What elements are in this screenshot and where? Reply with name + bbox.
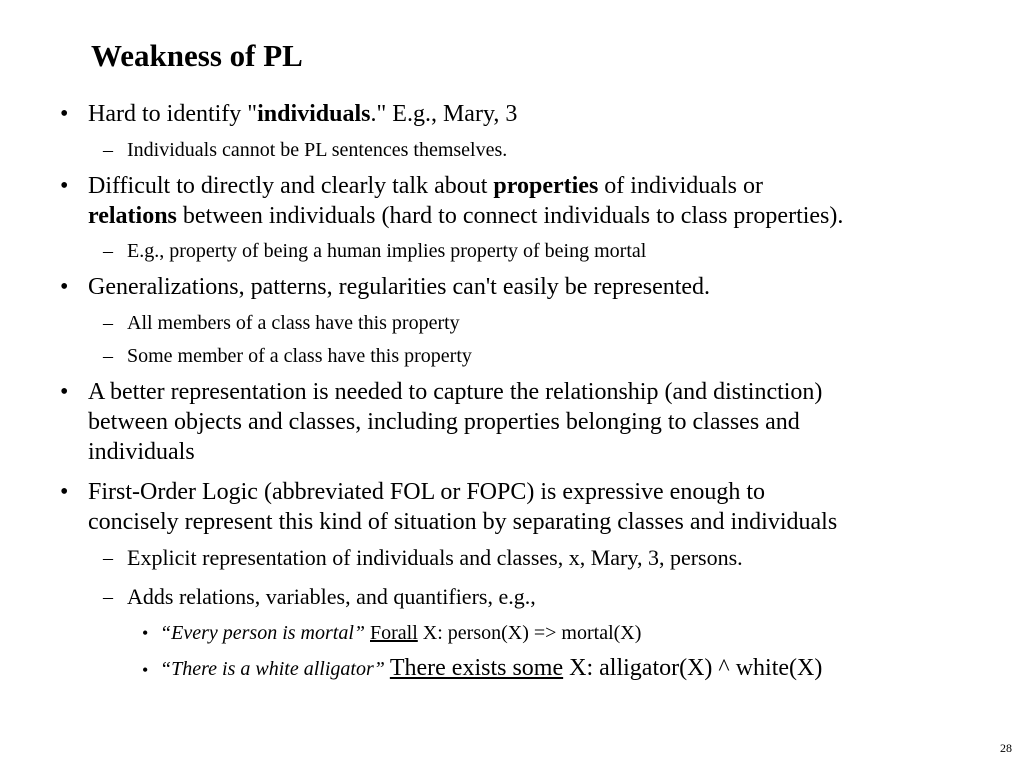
bold-term: properties bbox=[493, 173, 599, 199]
sub-bullet-marker: – bbox=[103, 345, 113, 367]
bullet-properties-line1 bbox=[88, 171, 763, 201]
sub-bullet-human-mortal: E.g., property of being a human implies property of being mortal bbox=[127, 240, 647, 262]
bullet-marker: • bbox=[60, 101, 69, 127]
sub-bullet-individuals-not-sentences: Individuals cannot be PL sentences themselves. bbox=[127, 139, 508, 161]
bold-term: relations bbox=[88, 203, 177, 229]
bullet-better-representation-line2: between objects and classes, including properties belonging to classes and bbox=[88, 409, 800, 435]
bullet-better-representation-line1: A better representation is needed to capture the relationship (and distinction) bbox=[88, 379, 823, 405]
sub-bullet-marker: – bbox=[103, 139, 113, 161]
example-quote: “There is a white alligator” bbox=[160, 658, 385, 680]
bullet-text: ." E.g., Mary, 3 bbox=[370, 101, 518, 127]
sub-bullet-marker: – bbox=[103, 547, 113, 569]
formula: X: alligator(X) ^ white(X) bbox=[563, 655, 823, 681]
sub-sub-bullet-marker: • bbox=[142, 623, 149, 643]
example-exists bbox=[160, 655, 822, 682]
sub-bullet-explicit-representation: Explicit representation of individuals and classes, x, Mary, 3, persons. bbox=[127, 545, 743, 570]
bullet-generalizations: Generalizations, patterns, regularities can't easily be represented. bbox=[88, 274, 711, 300]
page-number: 28 bbox=[1000, 741, 1012, 755]
sub-bullet-marker: – bbox=[103, 240, 113, 262]
example-quote: “Every person is mortal” bbox=[160, 622, 365, 644]
bullet-text: of individuals or bbox=[598, 173, 763, 199]
bullet-marker: • bbox=[60, 173, 69, 199]
example-forall bbox=[160, 620, 641, 646]
bold-term: individuals bbox=[257, 101, 371, 127]
formula: X: person(X) => mortal(X) bbox=[417, 622, 642, 644]
sub-bullet-marker: – bbox=[103, 586, 113, 608]
sub-bullet-marker: – bbox=[103, 312, 113, 334]
sub-sub-bullet-marker: • bbox=[142, 660, 149, 680]
bullet-text: Difficult to directly and clearly talk about bbox=[88, 173, 494, 199]
sub-bullet-all-members: All members of a class have this property bbox=[127, 312, 460, 334]
slide-title: Weakness of PL bbox=[91, 38, 303, 73]
bullet-properties-line2 bbox=[88, 201, 843, 231]
bullet-text: Hard to identify " bbox=[88, 101, 258, 127]
bullet-fol-line1: First-Order Logic (abbreviated FOL or FOPC) is expressive enough to bbox=[88, 479, 765, 505]
bullet-marker: • bbox=[60, 379, 69, 405]
quantifier-exists: There exists some bbox=[389, 655, 564, 681]
bullet-text: between individuals (hard to connect individuals to class properties). bbox=[176, 203, 844, 229]
sub-bullet-some-member: Some member of a class have this property bbox=[127, 345, 472, 367]
sub-bullet-adds-relations: Adds relations, variables, and quantifiers, e.g., bbox=[127, 584, 536, 609]
quantifier-forall: Forall bbox=[370, 622, 418, 644]
bullet-marker: • bbox=[60, 479, 69, 505]
bullet-individuals bbox=[88, 99, 517, 129]
bullet-fol-line2: concisely represent this kind of situation by separating classes and individuals bbox=[88, 509, 838, 535]
bullet-better-representation-line3: individuals bbox=[88, 439, 195, 465]
bullet-marker: • bbox=[60, 274, 69, 300]
